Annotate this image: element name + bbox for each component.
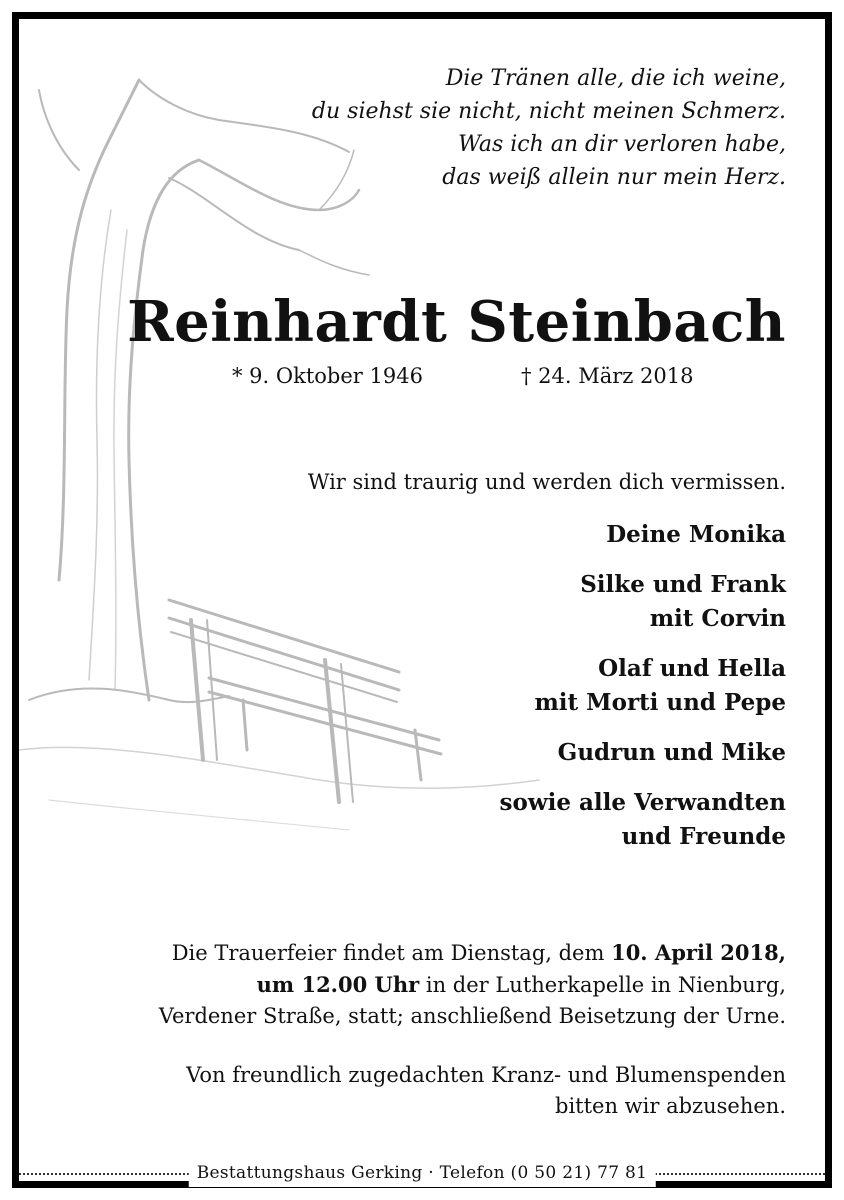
poem-line: Die Tränen alle, die ich weine, [445, 66, 786, 91]
mourners-list [286, 518, 786, 870]
mourner-name: Deine Monika [606, 521, 786, 548]
poem-line: du siehst sie nicht, nicht meinen Schmerz. [311, 99, 786, 124]
mourner-name: und Freunde [621, 823, 786, 850]
mourner-group [286, 518, 786, 552]
mourner-name: Silke und Frank [580, 571, 786, 598]
mourner-group [286, 568, 786, 636]
mourner-group [286, 736, 786, 770]
flower-note-line: Von freundlich zugedachten Kranz- und Blumenspenden [186, 1063, 786, 1087]
service-line [46, 937, 786, 969]
service-date: 10. April 2018, [611, 940, 786, 965]
deceased-name: Reinhardt Steinbach [127, 289, 786, 355]
footer [19, 1159, 825, 1187]
birth-date: * 9. Oktober 1946 [232, 364, 423, 388]
poem-line: das weiß allein nur mein Herz. [442, 165, 786, 190]
service-text: Die Trauerfeier findet am Dienstag, dem [171, 941, 612, 965]
funeral-home-contact: Bestattungshaus Gerking · Telefon (0 50 21) 77 81 [189, 1159, 656, 1187]
mourner-name: mit Morti und Pepe [534, 689, 786, 716]
death-date: † 24. März 2018 [521, 364, 694, 388]
service-location: in der Lutherkapelle in Nienburg, [419, 973, 786, 997]
mourning-message: Wir sind traurig und werden dich vermissen. [307, 470, 786, 494]
mourner-name: sowie alle Verwandten [499, 789, 786, 816]
mourner-name: Gudrun und Mike [557, 739, 786, 766]
funeral-service-info [46, 937, 786, 1032]
mourner-name: mit Corvin [649, 605, 786, 632]
mourner-group [286, 786, 786, 854]
mourner-group [286, 652, 786, 720]
service-line [46, 969, 786, 1001]
mourner-name: Olaf und Hella [598, 655, 786, 682]
poem-line: Was ich an dir verloren habe, [458, 132, 786, 157]
poem [186, 62, 786, 194]
flower-note [46, 1060, 786, 1122]
service-line: Verdener Straße, statt; anschließend Beisetzung der Urne. [158, 1004, 786, 1028]
flower-note-line: bitten wir abzusehen. [555, 1094, 786, 1118]
service-time: um 12.00 Uhr [256, 972, 420, 997]
